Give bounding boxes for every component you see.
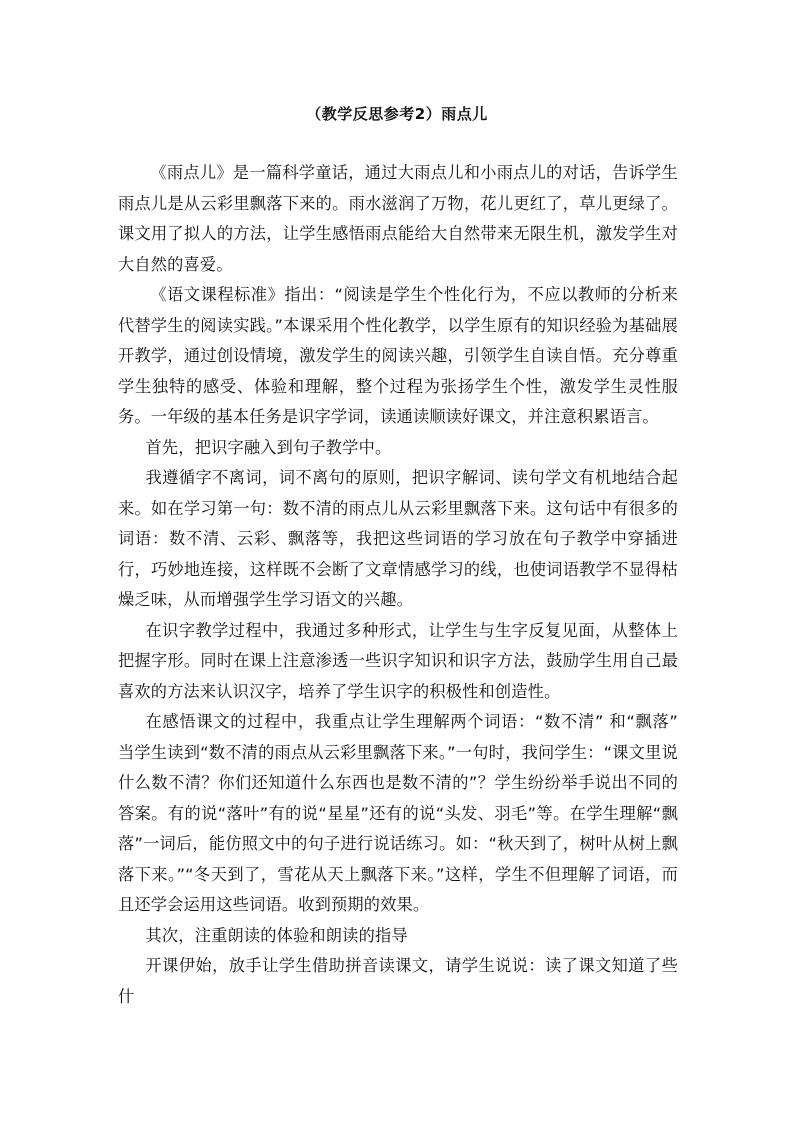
paragraph-first-point: 首先，把识字融入到句子教学中。 [145, 437, 392, 457]
paragraph-second-point: 其次，注重朗读的体验和朗读的指导 [145, 925, 408, 945]
paragraph-intro: 《雨点儿》是一篇科学童话，通过大雨点儿和小雨点儿的对话，告诉学生雨点儿是从云彩里飘落下来的。雨水滋润了万物，花儿更红了，草儿更绿了。课文用了拟人的方法，让学生感悟雨点能给大自然带来无限生机，激发学生对大自然的喜爱。 [118, 163, 678, 274]
document-body [118, 158, 678, 1012]
document-title: （教学反思参考2）雨点儿 [306, 105, 488, 123]
paragraph-word-principle: 我遵循字不离词，词不离句的原则，把识字解词、读句学文有机地结合起来。如在学习第一句：数不清的雨点儿从云彩里飘落下来。这句话中有很多的词语：数不清、云彩、飘落等，我把这些词语的学习放在句子教学中穿插进行，巧妙地连接，这样既不会断了文章情感学习的线，也使词语教学不显得枯燥乏味，从而增强学生学习语文的兴趣。 [118, 468, 678, 609]
paragraph-understanding-words: 在感悟课文的过程中，我重点让学生理解两个词语：“数不清” 和“飘落” 当学生读到“数不清的雨点从云彩里飘落下来。”一句时，我问学生：“课文里说什么数不清？你们还知道什么东西也是数不清的”？学生纷纷举手说出不同的答案。有的说“落叶”有的说“星星”还有的说“头发、羽毛”等。在学生理解“飘落”一词后，能仿照文中的句子进行说话练习。如：“秋天到了，树叶从树上飘落下来。”“冬天到了，雪花从天上飘落下来。”这样，学生不但理解了词语，而且还学会运用这些词语。收到预期的效果。 [118, 712, 678, 914]
paragraph-literacy-teaching: 在识字教学过程中，我通过多种形式，让学生与生字反复见面，从整体上把握字形。同时在课上注意渗透一些识字知识和识字方法，鼓励学生用自己最喜欢的方法来认识汉字，培养了学生识字的积极性和创造性。 [118, 620, 678, 701]
paragraph-curriculum-standard: 《语文课程标准》指出：“阅读是学生个性化行为，不应以教师的分析来代替学生的阅读实践。”本课采用个性化教学，以学生原有的知识经验为基础展开教学，通过创设情境，激发学生的阅读兴趣，引领学生自读自悟。充分尊重学生独特的感受、体验和理解，整个过程为张扬学生个性，激发学生灵性服务。一年级的基本任务是识字学词，读通读顺读好课文，并注意积累语言。 [118, 285, 678, 426]
paragraph-class-opening: 开课伊始，放手让学生借助拼音读课文，请学生说说：读了课文知道了些什 [118, 956, 678, 1006]
